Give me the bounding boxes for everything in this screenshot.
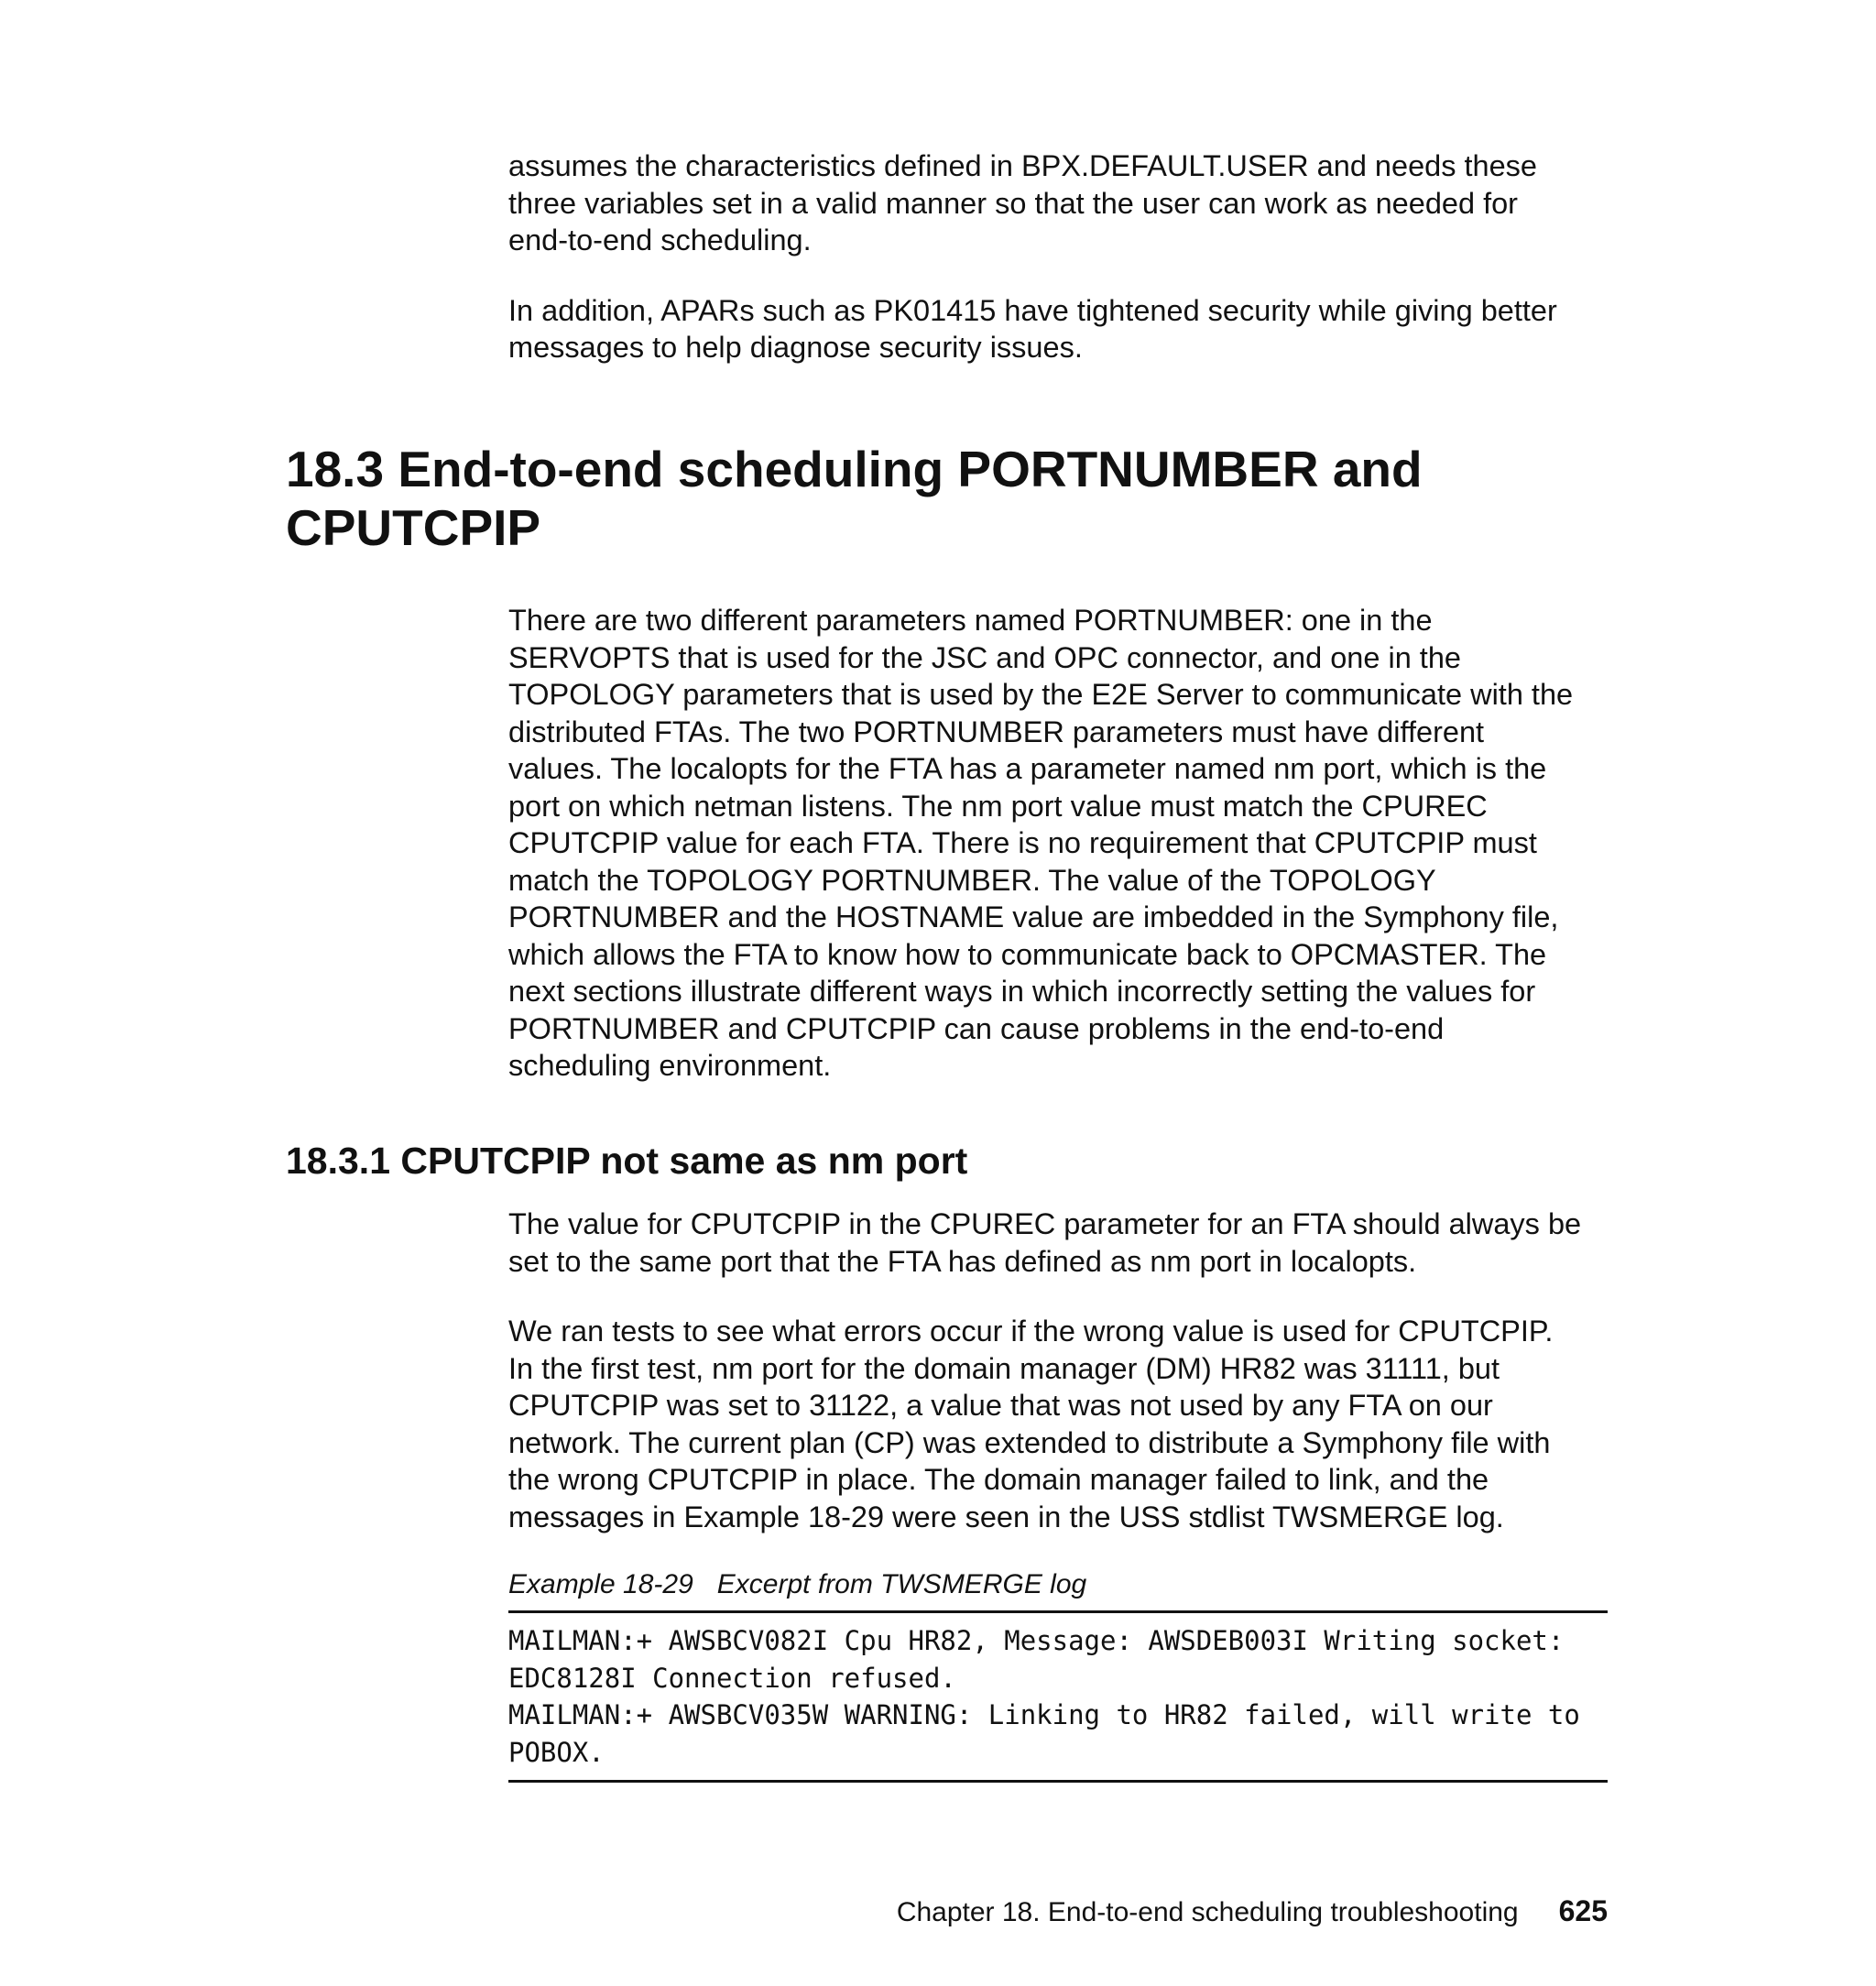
subsection-heading: 18.3.1 CPUTCPIP not same as nm port <box>286 1140 968 1182</box>
example-top-rule <box>508 1610 1608 1613</box>
example-caption <box>508 1568 1608 1601</box>
example-bottom-rule <box>508 1780 1608 1783</box>
subsection-paragraph-1: The value for CPUTCPIP in the CPUREC parameter for an FTA should always be set to the same port that the FTA has defined as nm port in localopts. <box>508 1207 1582 1278</box>
page-footer <box>897 1894 1608 1929</box>
example-code-block: MAILMAN:+ AWSBCV082I Cpu HR82, Message: AWSDEB003I Writing socket: EDC8128I Connection refused. MAILMAN:+ AWSBCV035W WARNING: Linking to HR82 failed, will write to POBOX. <box>508 1625 1580 1768</box>
example-label: Example 18-29 <box>508 1569 693 1599</box>
intro-paragraph-1: assumes the characteristics defined in BPX.DEFAULT.USER and needs these three variables set in a valid manner so that the user can work as needed for end-to-end scheduling. <box>508 149 1538 256</box>
subsection-body <box>508 1206 1608 1535</box>
page-number: 625 <box>1558 1894 1608 1927</box>
section-heading: 18.3 End-to-end scheduling PORTNUMBER and CPUTCPIP <box>286 441 1423 556</box>
section-body <box>508 602 1608 1085</box>
subsection-paragraph-2: We ran tests to see what errors occur if the wrong value is used for CPUTCPIP. In the first test, nm port for the domain manager (DM) HR82 was 31111, but CPUTCPIP was set to 31122, a value that was not used by any FTA on our network. The current plan (CP) was extended to distribute a Symphony file with the wrong CPUTCPIP in place. The domain manager failed to link, and the messages in Example 18-29 were seen in the USS stdlist TWSMERGE log. <box>508 1315 1554 1533</box>
intro-block <box>508 147 1608 366</box>
example-title: Excerpt from TWSMERGE log <box>716 1569 1087 1599</box>
footer-chapter-title: Chapter 18. End-to-end scheduling troubleshooting <box>896 1897 1519 1927</box>
intro-paragraph-2: In addition, APARs such as PK01415 have tightened security while giving better messages to help diagnose security issues. <box>508 293 1557 364</box>
section-paragraph: There are two different parameters named PORTNUMBER: one in the SERVOPTS that is used for the JSC and OPC connector, and one in the TOPOLOGY parameters that is used by the E2E Server to communicate with the distributed FTAs. The two PORTNUMBER parameters must have different values. The localopts for the FTA has a parameter named nm port, which is the port on which netman listens. The nm port value must match the CPUREC CPUTCPIP value for each FTA. There is no requirement that CPUTCPIP must match the TOPOLOGY PORTNUMBER. The value of the TOPOLOGY PORTNUMBER and the HOSTNAME value are imbedded in the Symphony file, which allows the FTA to know how to communicate back to OPCMASTER. The next sections illustrate different ways in which incorrectly setting the values for PORTNUMBER and CPUTCPIP can cause problems in the end-to-end scheduling environment. <box>508 604 1574 1082</box>
